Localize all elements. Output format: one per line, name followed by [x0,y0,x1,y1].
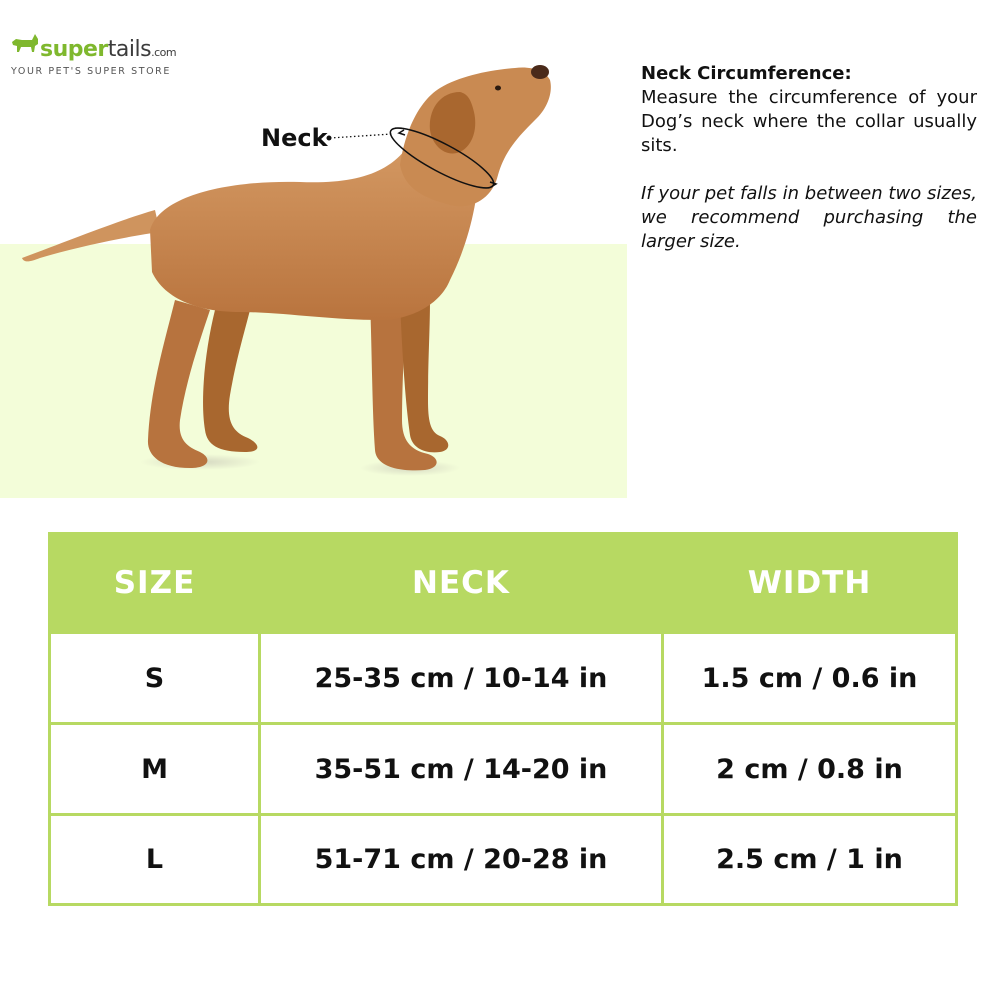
info-title: Neck Circumference: [641,63,852,84]
header-neck: NECK [261,535,661,631]
header-size: SIZE [51,535,258,631]
cell-size: L [51,816,258,903]
brand-word-light: tails [107,37,152,62]
cell-neck: 51-71 cm / 20-28 in [261,816,661,903]
cell-size: S [51,634,258,722]
measurement-instructions [641,62,977,254]
cell-neck: 35-51 cm / 14-20 in [261,725,661,813]
brand-suffix: .com [151,46,177,59]
header-width: WIDTH [664,535,955,631]
cell-width: 2.5 cm / 1 in [664,816,955,903]
cell-size: M [51,725,258,813]
brand-word-bold: super [40,37,108,62]
neck-label: Neck [261,124,328,152]
brand-tagline: YOUR PET'S SUPER STORE [11,66,171,77]
cell-width: 1.5 cm / 0.6 in [664,634,955,722]
info-body: Measure the circumference of your Dog’s neck where the collar usually sits. [641,87,977,156]
dog-illustration [0,0,640,500]
info-note: If your pet falls in between two sizes, we recommend purchasing the larger size. [641,183,977,252]
cell-neck: 25-35 cm / 10-14 in [261,634,661,722]
size-chart-table [48,532,958,906]
cell-width: 2 cm / 0.8 in [664,725,955,813]
